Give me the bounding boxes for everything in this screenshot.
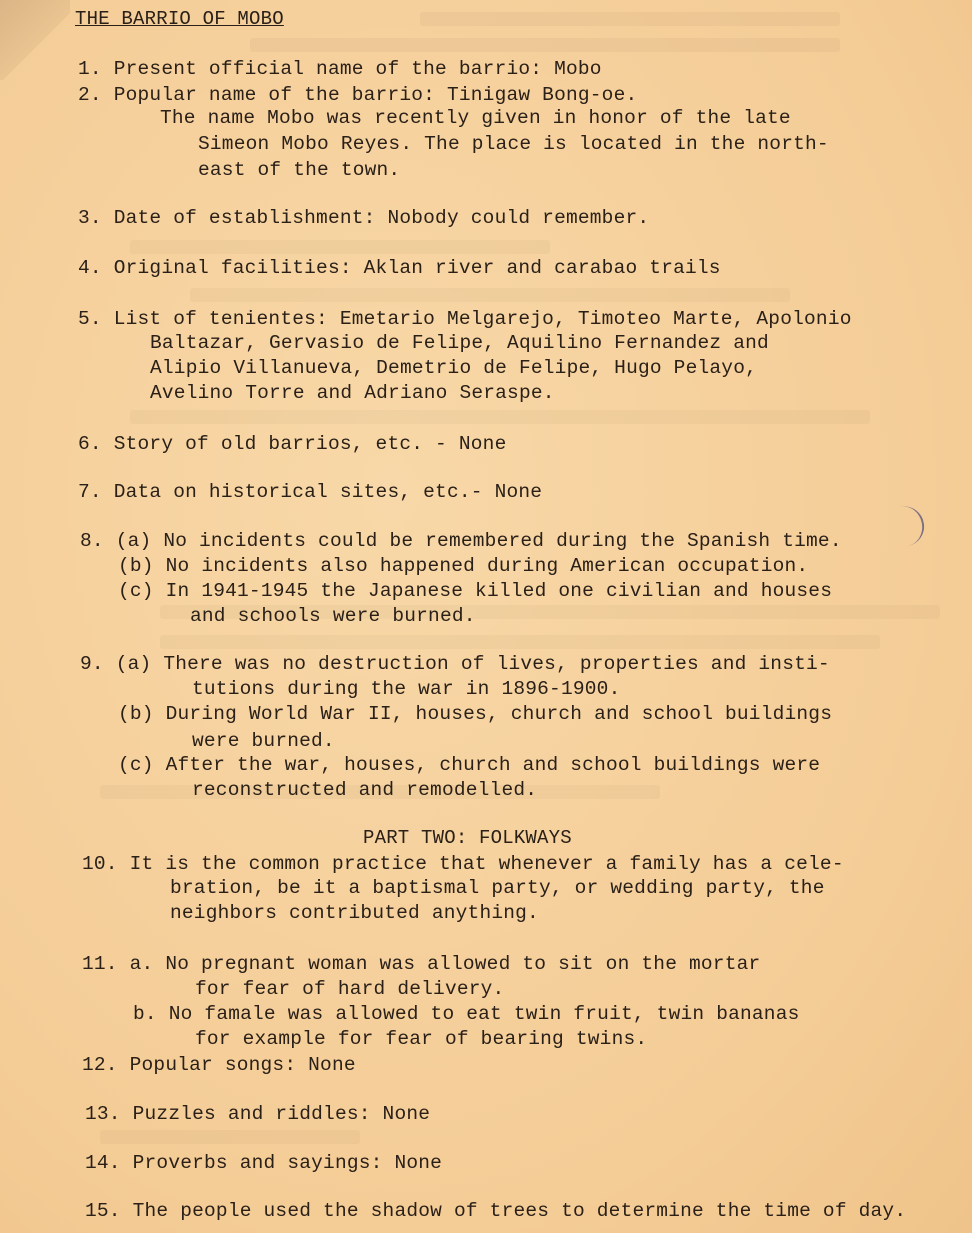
bleed-through bbox=[190, 288, 790, 302]
item-6: 6. Story of old barrios, etc. - None bbox=[78, 433, 507, 455]
item-11-text: for example for fear of bearing twins. bbox=[195, 1028, 648, 1050]
bleed-through bbox=[130, 410, 870, 424]
section-heading: PART TWO: FOLKWAYS bbox=[363, 827, 572, 849]
bleed-through bbox=[250, 38, 840, 52]
item-14: 14. Proverbs and sayings: None bbox=[85, 1152, 443, 1174]
paper-fold bbox=[0, 0, 70, 80]
item-11: 11. a. No pregnant woman was allowed to sit on the mortar bbox=[82, 953, 761, 975]
item-10-text: bration, be it a baptismal party, or wedding party, the bbox=[170, 877, 825, 899]
item-2-text: Simeon Mobo Reyes. The place is located in the north- bbox=[198, 133, 829, 155]
item-8-text: (b) No incidents also happened during American occupation. bbox=[118, 555, 809, 577]
item-5-text: Avelino Torre and Adriano Seraspe. bbox=[150, 382, 555, 404]
item-8-text: (c) In 1941-1945 the Japanese killed one civilian and houses bbox=[118, 580, 833, 602]
item-5-text: Alipio Villanueva, Demetrio de Felipe, Hugo Pelayo, bbox=[150, 357, 757, 379]
item-9: 9. (a) There was no destruction of lives, properties and insti- bbox=[80, 653, 830, 675]
item-9-text: reconstructed and remodelled. bbox=[192, 779, 538, 801]
bleed-through bbox=[160, 635, 880, 649]
item-8: 8. (a) No incidents could be remembered during the Spanish time. bbox=[80, 530, 842, 552]
item-3: 3. Date of establishment: Nobody could remember. bbox=[78, 207, 650, 229]
item-13: 13. Puzzles and riddles: None bbox=[85, 1103, 431, 1125]
item-2-text: The name Mobo was recently given in honor of the late bbox=[160, 107, 791, 129]
item-11-text: b. No famale was allowed to eat twin fruit, twin bananas bbox=[133, 1003, 800, 1025]
bleed-through bbox=[420, 12, 840, 26]
item-15: 15. The people used the shadow of trees to determine the time of day. bbox=[85, 1200, 907, 1222]
item-9-text: (c) After the war, houses, church and school buildings were bbox=[118, 754, 821, 776]
item-9-text: tutions during the war in 1896-1900. bbox=[192, 678, 621, 700]
item-11-text: for fear of hard delivery. bbox=[195, 978, 505, 1000]
item-4: 4. Original facilities: Aklan river and carabao trails bbox=[78, 257, 721, 279]
item-5: 5. List of tenientes: Emetario Melgarejo, Timoteo Marte, Apolonio bbox=[78, 308, 852, 330]
item-5-text: Baltazar, Gervasio de Felipe, Aquilino Fernandez and bbox=[150, 332, 769, 354]
item-1: 1. Present official name of the barrio: Mobo bbox=[78, 58, 602, 80]
item-9-text: (b) During World War II, houses, church and school buildings bbox=[118, 703, 833, 725]
pen-mark bbox=[897, 503, 928, 547]
document-title: THE BARRIO OF MOBO bbox=[75, 8, 284, 30]
item-8-text: and schools were burned. bbox=[190, 605, 476, 627]
item-7: 7. Data on historical sites, etc.- None bbox=[78, 481, 543, 503]
bleed-through bbox=[100, 1130, 360, 1144]
item-12: 12. Popular songs: None bbox=[82, 1054, 356, 1076]
item-2-text: east of the town. bbox=[198, 159, 401, 181]
bleed-through bbox=[130, 240, 550, 254]
item-9-text: were burned. bbox=[192, 730, 335, 752]
item-10: 10. It is the common practice that whenever a family has a cele- bbox=[82, 853, 844, 875]
item-10-text: neighbors contributed anything. bbox=[170, 902, 539, 924]
item-2: 2. Popular name of the barrio: Tinigaw Bong-oe. bbox=[78, 84, 638, 106]
